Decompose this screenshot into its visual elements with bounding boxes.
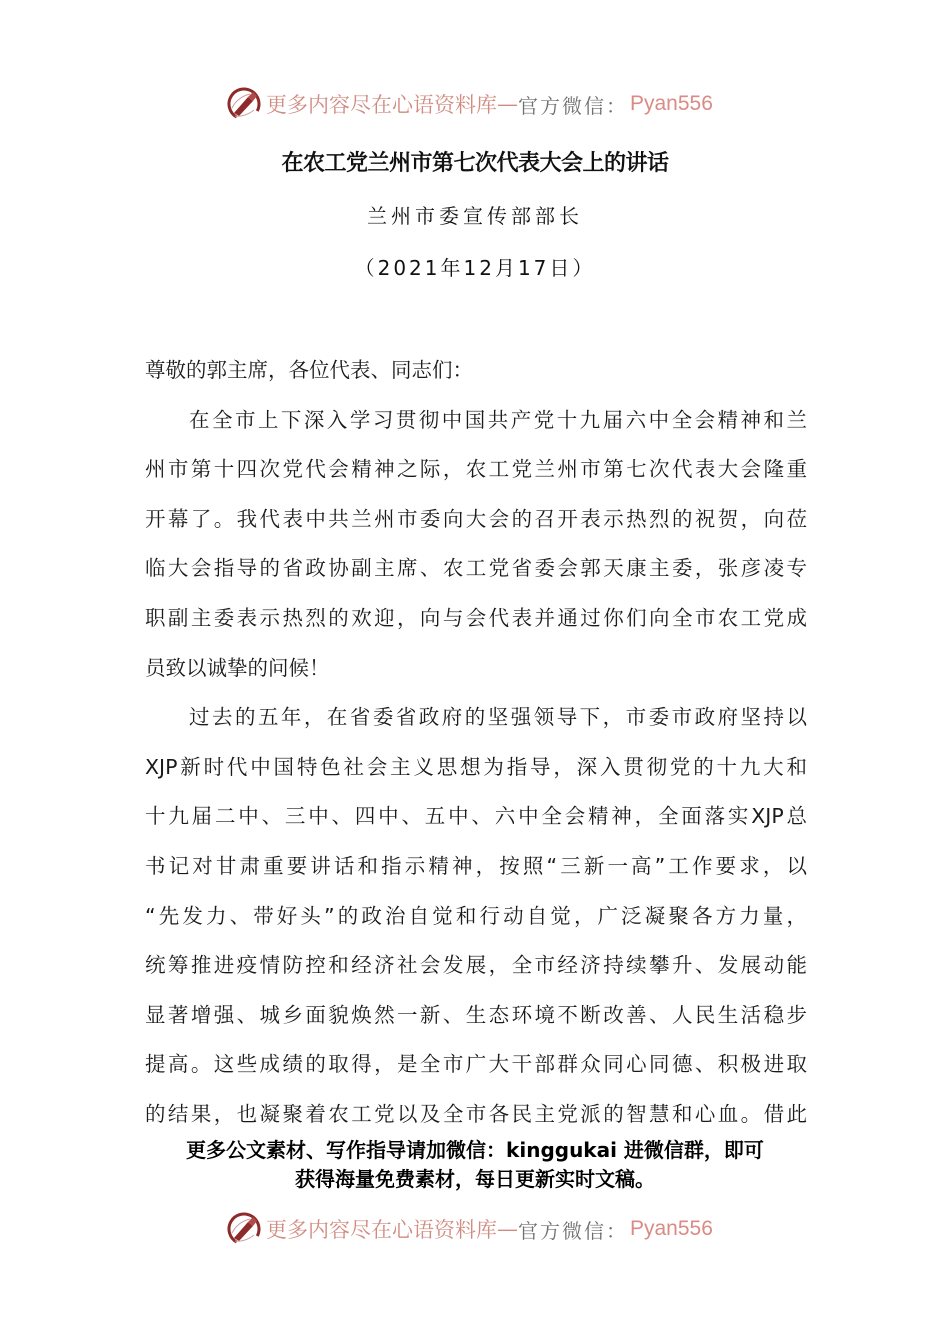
document-body [145, 346, 807, 1140]
document-title: 在农工党兰州市第七次代表大会上的讲话 [281, 150, 669, 176]
paragraph-line: 在全市上下深入学习贯彻中国共产党十九届六中全会精神和兰 [189, 407, 807, 432]
banner-dash: — [497, 1217, 518, 1241]
quill-pen-logo-icon [226, 1211, 262, 1247]
wechat-id: Pyan556 [630, 1217, 713, 1240]
document-date: （2021年12月17日） [354, 256, 596, 280]
paragraph-line: 统筹推进疫情防控和经济社会发展，全市经济持续攀升、发展动能 [145, 953, 807, 978]
site-name-text: 更多内容尽在心语资料库 [266, 93, 497, 117]
paragraph-line: 开幕了。我代表中共兰州市委向大会的召开表示热烈的祝贺，向莅 [145, 506, 807, 531]
site-name-text: 更多内容尽在心语资料库 [266, 1218, 497, 1242]
footer-watermark-banner [226, 1209, 726, 1249]
paragraph-line: 书记对甘肃重要讲话和指示精神，按照“三新一高”工作要求，以 [145, 853, 807, 878]
paragraph-line: 十九届二中、三中、四中、五中、六中全会精神，全面落实XJP总 [145, 804, 807, 829]
salutation: 尊敬的郭主席，各位代表、同志们： [145, 358, 473, 382]
document-author: 兰州市委宣传部部长 [367, 204, 583, 228]
wechat-label: 官方微信： [518, 1218, 628, 1243]
quill-pen-logo-icon [226, 86, 262, 122]
paragraph-line: “先发力、带好头”的政治自觉和行动自觉，广泛凝聚各方力量， [145, 903, 807, 928]
paragraph-line: 员致以诚挚的问候！ [145, 655, 330, 680]
paragraph-line: 的结果，也凝聚着农工党以及全市各民主党派的智慧和心血。借此 [145, 1101, 807, 1126]
paragraph-line: 提高。这些成绩的取得，是全市广大干部群众同心同德、积极进取 [145, 1052, 807, 1077]
wechat-id: Pyan556 [630, 92, 713, 115]
promo-line-2: 获得海量免费素材，每日更新实时文稿。 [295, 1167, 655, 1191]
promo-line-1: 更多公文素材、写作指导请加微信：kinggukai 进微信群，即可 [186, 1138, 764, 1162]
promo-notice [0, 1136, 950, 1194]
paragraph-line: 显著增强、城乡面貌焕然一新、生态环境不断改善、人民生活稳步 [145, 1002, 807, 1027]
paragraph-1 [145, 396, 807, 694]
header-watermark-banner [226, 84, 726, 124]
paragraph-line: 州市第十四次党代会精神之际，农工党兰州市第七次代表大会隆重 [145, 457, 807, 482]
banner-dash: — [497, 92, 518, 116]
paragraph-line: XJP新时代中国特色社会主义思想为指导，深入贯彻党的十九大和 [145, 754, 807, 779]
paragraph-2 [145, 693, 807, 1139]
wechat-label: 官方微信： [518, 93, 628, 118]
paragraph-line: 职副主委表示热烈的欢迎，向与会代表并通过你们向全市农工党成 [145, 605, 807, 630]
paragraph-line: 临大会指导的省政协副主席、农工党省委会郭天康主委，张彦凌专 [145, 556, 807, 581]
paragraph-line: 过去的五年，在省委省政府的坚强领导下，市委市政府坚持以 [189, 705, 807, 730]
